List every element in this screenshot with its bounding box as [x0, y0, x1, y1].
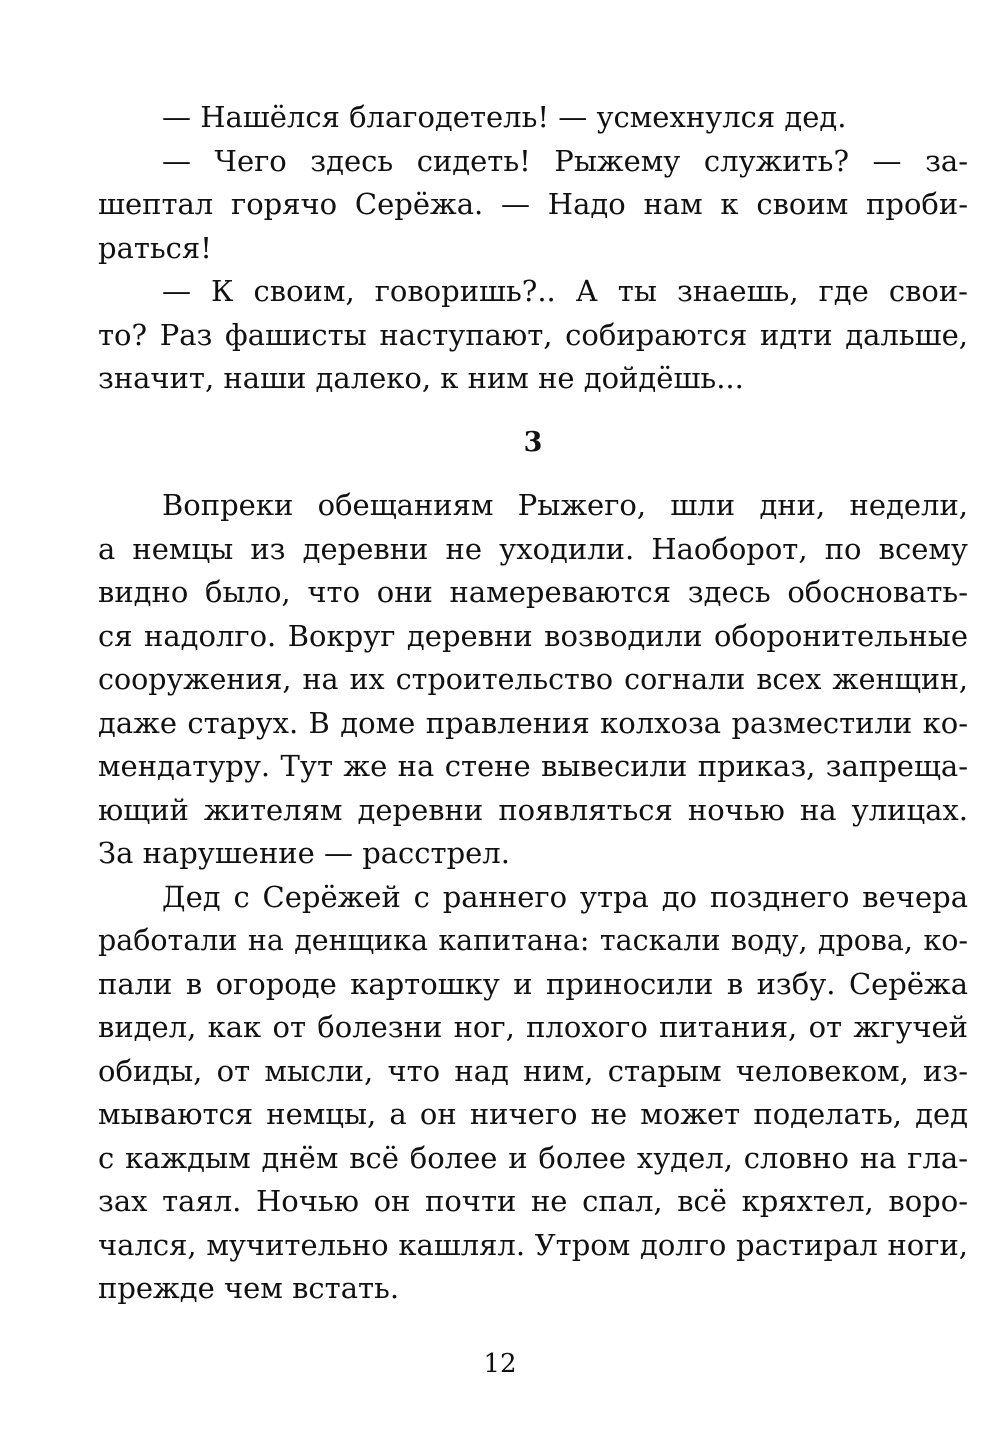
- chapter-number: 3: [523, 426, 543, 458]
- text-line: работали на денщика капитана: таскали воду, дрова, ко-: [98, 924, 968, 957]
- text-line: мендатуру. Тут же на стене вывесили приказ, запреща-: [98, 749, 968, 783]
- paragraph: [98, 484, 968, 876]
- text-line: сооружения, на их строительство согнали всех женщин,: [98, 663, 968, 696]
- text-line: — К своим, говоришь?.. А ты знаешь, где свои-: [162, 274, 968, 308]
- page-number: 12: [483, 1349, 517, 1379]
- text-line: то? Раз фашисты наступают, собираются идти дальше,: [98, 317, 968, 352]
- text-line: — Чего здесь сидеть! Рыжему служить? — за-: [162, 143, 968, 178]
- text-line: прежде чем встать.: [98, 1271, 400, 1305]
- text-line: — Нашёлся благодетель! — усмехнулся дед.: [162, 100, 847, 134]
- text-line: шептал горячо Серёжа. — Надо нам к своим проби-: [98, 187, 968, 221]
- text-line: чался, мучительно кашлял. Утром долго растирал ноги,: [98, 1227, 968, 1262]
- text-line: мываются немцы, а он ничего не может поделать, дед: [98, 1097, 968, 1131]
- page-text: [98, 96, 968, 1311]
- text-line: видел, как от болезни ног, плохого питания, от жгучей: [98, 1010, 968, 1044]
- text-line: а немцы из деревни не уходили. Наоборот, по всему: [98, 531, 968, 566]
- text-line: ющий жителям деревни появляться ночью на улицах.: [98, 792, 968, 827]
- text-line: пали в огороде картошку и приносили в избу. Серёжа: [98, 966, 968, 1001]
- paragraph: [98, 876, 968, 1311]
- text-line: За нарушение — расстрел.: [98, 836, 510, 870]
- text-line: Вопреки обещаниям Рыжего, шли дни, недели,: [162, 488, 968, 522]
- text-line: раться!: [98, 230, 212, 265]
- text-line: значит, наши далеко, к ним не дойдёшь...: [98, 361, 744, 395]
- text-line: даже старух. В доме правления колхоза разместили ко-: [98, 705, 968, 740]
- text-line: Дед с Серёжей с раннего утра до позднего вечера: [162, 879, 968, 914]
- text-line: видно было, что они намереваются здесь обосновать-: [98, 575, 968, 609]
- dialogue-block: [98, 96, 968, 401]
- text-line: ся надолго. Вокруг деревни возводили оборонительные: [98, 618, 968, 653]
- text-line: зах таял. Ночью он почти не спал, всё кряхтел, воро-: [98, 1184, 968, 1218]
- text-line: с каждым днём всё более и более худел, словно на гла-: [98, 1140, 968, 1175]
- text-line: обиды, от мысли, что над ним, старым человеком, из-: [98, 1053, 968, 1088]
